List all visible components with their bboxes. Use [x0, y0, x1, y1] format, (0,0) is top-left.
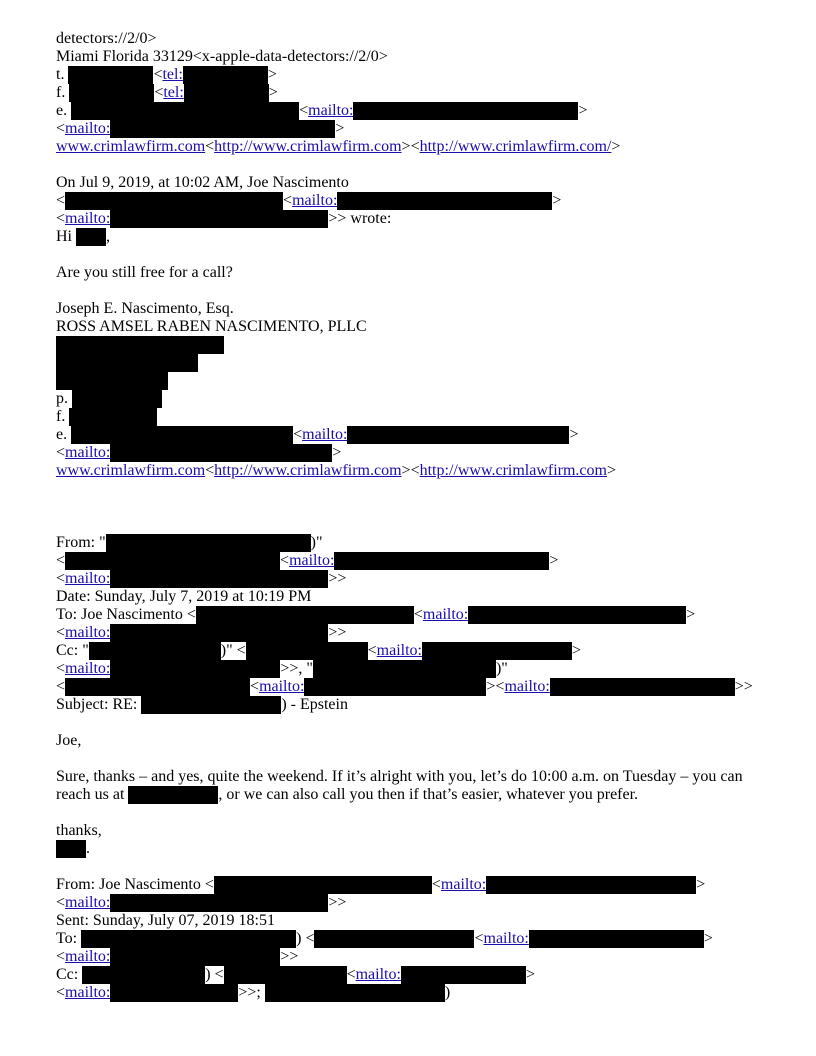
redaction — [56, 354, 198, 372]
header-cc: Cc: " )" < <mailto: > — [56, 642, 582, 659]
header2-from-cont: <mailto: >> — [56, 894, 347, 911]
mailto-link[interactable]: mailto: — [65, 624, 111, 641]
header2-to: To: ) < <mailto: > — [56, 930, 713, 947]
tel-link[interactable]: tel: — [162, 66, 183, 83]
line-email-cont: <mailto: > — [56, 120, 345, 137]
signature-email-cont: <mailto: > — [56, 444, 342, 461]
website-link[interactable]: www.crimlawfirm.com — [56, 138, 206, 155]
line-email: e. <mailto: > — [56, 102, 588, 119]
mailto-link[interactable]: mailto: — [440, 876, 487, 893]
mailto-link[interactable]: mailto: — [65, 894, 111, 911]
header2-cc-cont: <mailto: >>; ) — [56, 984, 451, 1001]
header2-to-cont: <mailto: >> — [56, 948, 299, 965]
redaction — [56, 336, 224, 354]
redaction — [71, 102, 299, 120]
redaction — [196, 606, 414, 624]
redaction — [183, 66, 268, 84]
redaction — [110, 660, 280, 678]
header2-sent: Sent: Sunday, July 07, 2019 18:51 — [56, 912, 275, 929]
header2-cc: Cc: ) < <mailto: > — [56, 966, 535, 983]
redaction — [224, 966, 347, 984]
redaction — [128, 786, 218, 804]
redaction — [68, 66, 153, 84]
redaction — [486, 876, 696, 894]
redaction — [65, 192, 283, 210]
redaction — [65, 678, 250, 696]
body-signoff: . — [56, 840, 776, 858]
mailto-link[interactable]: mailto: — [259, 678, 305, 695]
line-on-date-email: < <mailto: > — [56, 192, 562, 209]
redaction — [313, 660, 496, 678]
line-fax: f. <tel: > — [56, 84, 278, 101]
redaction — [265, 984, 445, 1002]
signature-email: e. <mailto: > — [56, 426, 579, 443]
mailto-link[interactable]: mailto: — [289, 552, 335, 569]
header2-from: From: Joe Nascimento < <mailto: > — [56, 876, 706, 893]
redaction — [141, 696, 281, 714]
redaction — [334, 552, 549, 570]
redaction — [110, 444, 332, 462]
tel-link[interactable]: tel: — [163, 84, 184, 101]
line-wrote: <mailto: >> wrote: — [56, 210, 392, 227]
redaction — [401, 966, 526, 984]
website-link[interactable]: http://www.crimlawfirm.com/ — [419, 138, 612, 155]
signature-name: Joseph E. Nascimento, Esq. — [56, 300, 234, 317]
redaction — [184, 84, 269, 102]
redaction — [82, 966, 205, 984]
header-subject: Subject: RE: ) - Epstein — [56, 696, 348, 713]
header-from-email: < <mailto: > — [56, 552, 559, 569]
mailto-link[interactable]: mailto: — [422, 606, 469, 623]
line-still-free: Are you still free for a call? — [56, 264, 233, 281]
line-detectors: detectors://2/0> — [56, 30, 157, 47]
signature-website: www.crimlawfirm.com<http://www.crimlawfirm.com><http://www.crimlawfirm.com> — [56, 462, 617, 479]
mailto-link[interactable]: mailto: — [483, 930, 529, 947]
website-link[interactable]: http://www.crimlawfirm.com — [214, 138, 402, 155]
redaction — [422, 642, 572, 660]
redaction — [65, 552, 280, 570]
mailto-link[interactable]: mailto: — [65, 984, 111, 1001]
website-link[interactable]: www.crimlawfirm.com — [56, 462, 206, 479]
redaction — [246, 642, 368, 660]
redaction — [71, 426, 293, 444]
line-hi: Hi , — [56, 228, 110, 245]
redaction — [89, 642, 221, 660]
body-line-2: reach us at , or we can also call you then if that’s easier, whatever you prefer. — [56, 786, 639, 803]
redaction — [347, 426, 569, 444]
mailto-link[interactable]: mailto: — [302, 426, 348, 443]
mailto-link[interactable]: mailto: — [376, 642, 422, 659]
header-from-email-cont: <mailto: >> — [56, 570, 347, 587]
redaction — [72, 390, 162, 408]
body-thanks: thanks, — [56, 822, 102, 839]
redaction — [337, 192, 552, 210]
redaction — [76, 228, 106, 246]
redaction — [353, 102, 578, 120]
signature-phone: p. — [56, 390, 776, 408]
mailto-link[interactable]: mailto: — [292, 192, 338, 209]
mailto-link[interactable]: mailto: — [65, 120, 111, 137]
header-to-cont: <mailto: >> — [56, 624, 347, 641]
redaction — [69, 84, 154, 102]
mailto-link[interactable]: mailto: — [65, 948, 111, 965]
mailto-link[interactable]: mailto: — [308, 102, 354, 119]
line-address: Miami Florida 33129<x-apple-data-detectors://2/0> — [56, 48, 388, 65]
mailto-link[interactable]: mailto: — [65, 570, 111, 587]
mailto-link[interactable]: mailto: — [65, 660, 111, 677]
redaction — [468, 606, 686, 624]
header-date: Date: Sunday, July 7, 2019 at 10:19 PM — [56, 588, 312, 605]
redaction — [110, 948, 280, 966]
redaction — [110, 120, 335, 138]
email-document — [56, 30, 776, 1002]
redaction — [56, 840, 86, 858]
redaction — [214, 876, 432, 894]
line-phone: t. <tel: > — [56, 66, 277, 83]
redaction — [304, 678, 486, 696]
mailto-link[interactable]: mailto: — [355, 966, 401, 983]
signature-redacted — [56, 336, 776, 354]
website-link[interactable]: http://www.crimlawfirm.com — [214, 462, 402, 479]
redaction — [110, 210, 328, 228]
redaction — [69, 408, 157, 426]
redaction — [81, 930, 296, 948]
line-on-date: On Jul 9, 2019, at 10:02 AM, Joe Nascimento — [56, 174, 349, 191]
signature-redacted — [56, 354, 776, 372]
mailto-link[interactable]: mailto: — [504, 678, 550, 695]
redaction — [529, 930, 704, 948]
redaction — [110, 894, 328, 912]
website-link[interactable]: http://www.crimlawfirm.com — [419, 462, 607, 479]
redaction — [110, 984, 238, 1002]
signature-fax: f. — [56, 408, 776, 426]
header-to: To: Joe Nascimento < <mailto: > — [56, 606, 696, 623]
redaction — [110, 624, 328, 642]
signature-firm: ROSS AMSEL RABEN NASCIMENTO, PLLC — [56, 318, 367, 335]
header-cc-cont2: < <mailto: ><mailto: >> — [56, 678, 753, 695]
redaction — [550, 678, 735, 696]
line-website: www.crimlawfirm.com<http://www.crimlawfirm.com><http://www.crimlawfirm.com/> — [56, 138, 621, 155]
redaction — [314, 930, 474, 948]
redaction — [106, 534, 311, 552]
header-from: From: " )" — [56, 534, 323, 551]
header-cc-cont: <mailto: >>, " )" — [56, 660, 508, 677]
body-line-1: Sure, thanks – and yes, quite the weekend. If it’s alright with you, let’s do 10:00 a.m. on Tuesday – you can — [56, 768, 743, 785]
mailto-link[interactable]: mailto: — [65, 210, 111, 227]
body-greeting: Joe, — [56, 732, 82, 749]
mailto-link[interactable]: mailto: — [65, 444, 111, 461]
signature-redacted — [56, 372, 776, 390]
redaction — [110, 570, 328, 588]
redaction — [56, 372, 168, 390]
